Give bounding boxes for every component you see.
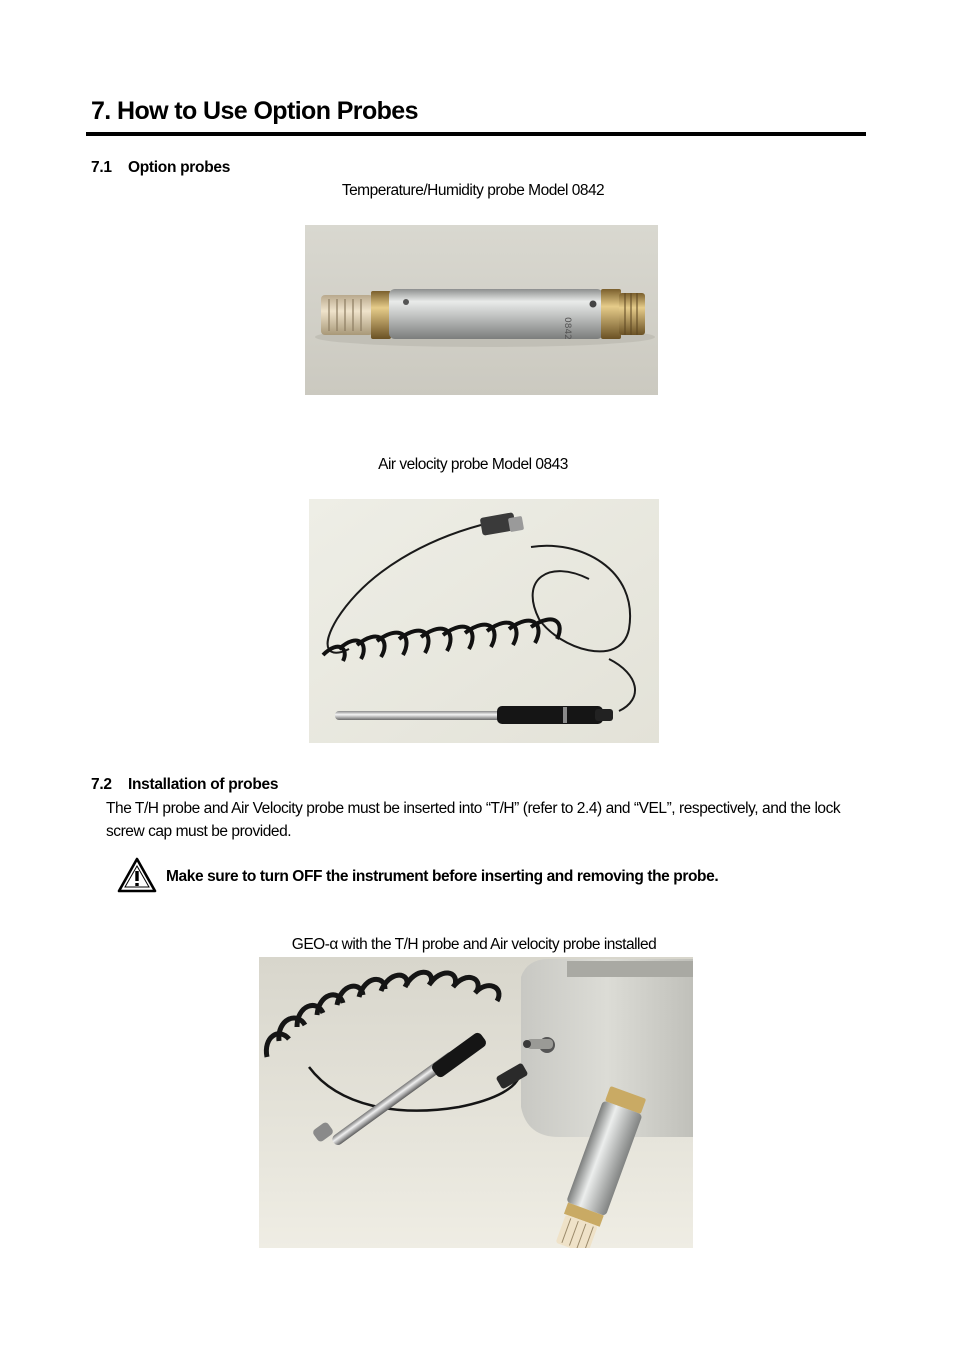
warning-text: Make sure to turn OFF the instrument before inserting and removing the probe. — [166, 868, 719, 885]
section-7-2-title: Installation of probes — [128, 776, 279, 793]
section-7-1-heading — [91, 158, 230, 178]
th-probe-photo — [305, 225, 658, 395]
page-title: 7. How to Use Option Probes — [91, 97, 418, 125]
caption-th-probe: Temperature/Humidity probe Model 0842 — [341, 182, 605, 199]
section-7-2-heading — [91, 775, 278, 795]
installation-paragraph: The T/H probe and Air Velocity probe must be inserted into “T/H” (refer to 2.4) and “VEL”, respectively, and the lock screw cap must be provided. — [106, 800, 841, 840]
title-rule — [86, 132, 866, 136]
section-7-1-number: 7.1 — [91, 159, 112, 176]
installed-probes-photo — [259, 957, 693, 1248]
section-7-1-title: Option probes — [128, 159, 231, 176]
warning-triangle-icon — [116, 856, 158, 894]
air-velocity-probe-photo — [309, 499, 659, 743]
caption-vel-probe: Air velocity probe Model 0843 — [378, 456, 568, 473]
section-7-2-number: 7.2 — [91, 776, 112, 793]
caption-installed: GEO-α with the T/H probe and Air velocity probe installed — [291, 936, 657, 953]
svg-text:0842: 0842 — [562, 317, 572, 340]
